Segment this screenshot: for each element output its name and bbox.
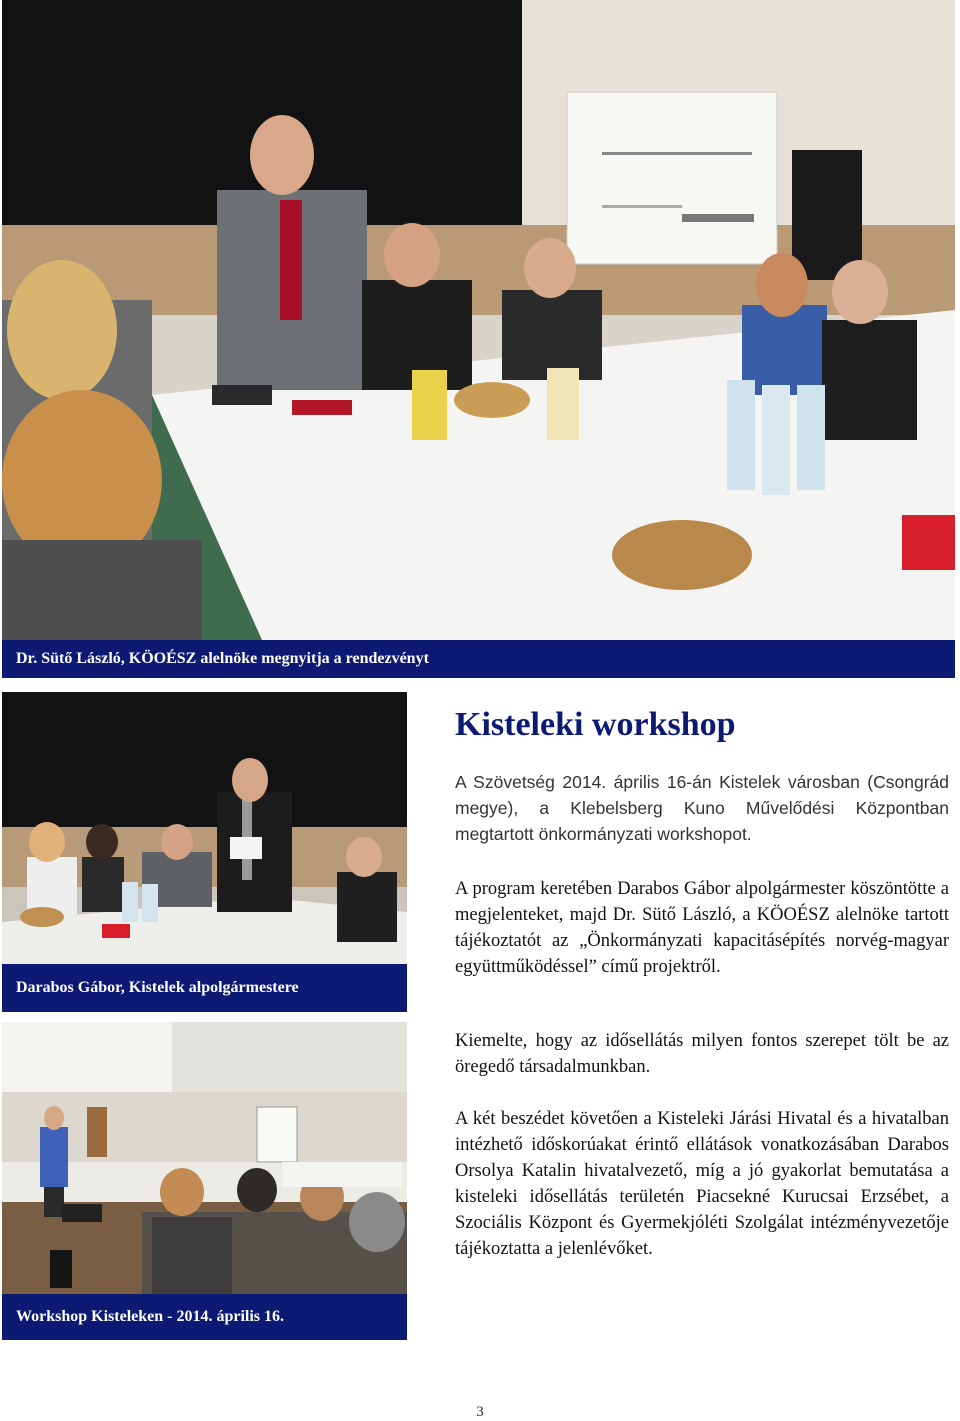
- article-paragraph-3: Kiemelte, hogy az idősellátás milyen fontos szerepet tölt be az öregedő társadalmunkban.: [455, 1031, 949, 1077]
- photo-deputy-mayor: [2, 692, 407, 964]
- page-number: 3: [476, 1404, 484, 1420]
- photo-caption-top: Dr. Sütő László, KÖOÉSZ alelnöke megnyitja a rendezvényt: [2, 640, 955, 678]
- photo-opening-speech: [2, 0, 955, 640]
- article-paragraph-1: A Szövetség 2014. április 16-án Kistelek városban (Csongrád megye), a Klebelsberg Kuno Művelődési Központban megtartott önkormányzati workshopot.: [455, 772, 949, 844]
- article-title: Kisteleki workshop: [455, 706, 736, 743]
- photo-caption-bottom: Workshop Kisteleken - 2014. április 16.: [2, 1294, 407, 1340]
- photo-opening-speech-drawing: [2, 0, 955, 640]
- photo-workshop-hall-drawing: [2, 1022, 407, 1294]
- article-paragraph-2: A program keretében Darabos Gábor alpolgármester köszöntötte a megjelenteket, majd Dr. Sütő László, a KÖOÉSZ alelnöke tartott tájékoztatót az „Önkormányzati kapacitásépítés norvég-magyar együttműködéssel” című projektről.: [455, 879, 949, 977]
- photo-caption-middle: Darabos Gábor, Kistelek alpolgármestere: [2, 964, 407, 1012]
- article-paragraph-4: A két beszédet követően a Kisteleki Járási Hivatal és a hivatalban intézhető időskorúakat érintő ellátások vonatkozásában Darabos Orsolya Katalin hivatalvezető, míg a jó gyakorlat bemutatása a kisteleki idősellátás területén Piacsekné Kurucsai Erzsébet, a Szociális Központ és Gyermekjóléti Szolgálat intézményvezetője tájékoztatta a jelenlévőket.: [455, 1109, 949, 1259]
- photo-deputy-mayor-drawing: [2, 692, 407, 964]
- photo-workshop-hall: [2, 1022, 407, 1294]
